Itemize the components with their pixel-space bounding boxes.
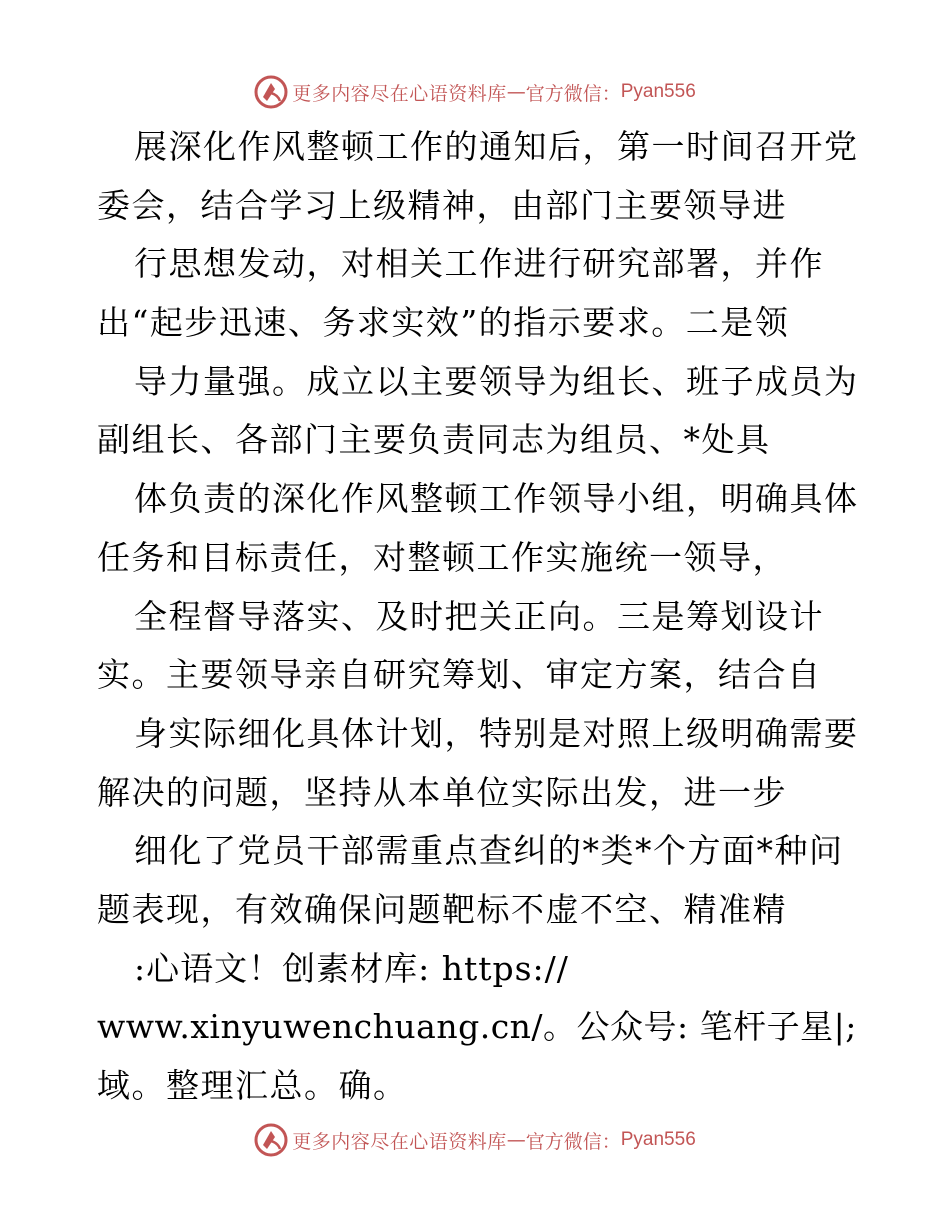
text-line: 题表现，有效确保问题靶标不虚不空、精准精	[97, 889, 787, 929]
watermark-brand-text: 更多内容尽在心语资料库	[292, 1130, 507, 1153]
text-line: 副组长、各部门主要负责同志为组员、*处具	[97, 420, 771, 460]
document-body	[0, 118, 950, 1116]
footer-watermark	[0, 1120, 950, 1160]
watermark-wechat-label: 官方微信：	[525, 1130, 621, 1153]
text-line: 解决的问题，坚持从本单位实际出发，进一步	[97, 772, 787, 812]
text-line: 细化了党员干部需重点查纠的*类*个方面*种问	[134, 831, 844, 871]
watermark-wechat-id: Pyan556	[620, 1129, 696, 1150]
text-line: 委会，结合学习上级精神，由部门主要领导进	[97, 185, 787, 225]
text-line: 行思想发动，对相关工作进行研究部署，并作	[134, 244, 824, 284]
text-line: www.xinyuwenchuang.cn/。公众号: 笔杆子星|;	[97, 1007, 857, 1047]
text-line: 任务和目标责任，对整顿工作实施统一领导，	[97, 537, 787, 577]
text-line: 身实际细化具体计划，特别是对照上级明确需要	[134, 713, 859, 753]
text-line: 体负责的深化作风整顿工作领导小组，明确具体	[134, 479, 859, 519]
watermark-wechat-label: 官方微信：	[525, 82, 621, 105]
watermark-wechat-id: Pyan556	[620, 81, 696, 102]
text-line: 展深化作风整顿工作的通知后，第一时间召开党	[134, 127, 859, 166]
watermark-dash: —	[506, 1129, 526, 1151]
xinyu-logo-icon	[254, 75, 288, 109]
watermark-dash: —	[506, 81, 526, 103]
text-line: 域。整理汇总。确。	[97, 1066, 408, 1105]
text-line: :心语文！创素材库: https://	[134, 948, 569, 988]
watermark-brand-text: 更多内容尽在心语资料库	[292, 82, 507, 105]
text-line: 出“起步迅速、务求实效”的指示要求。二是领	[97, 303, 790, 343]
xinyu-logo-icon	[254, 1123, 288, 1157]
text-line: 全程督导落实、及时把关正向。三是筹划设计	[134, 596, 824, 636]
text-line: 导力量强。成立以主要领导为组长、班子成员为	[134, 361, 859, 401]
header-watermark	[0, 72, 950, 112]
text-line: 实。主要领导亲自研究筹划、审定方案，结合自	[97, 655, 822, 695]
